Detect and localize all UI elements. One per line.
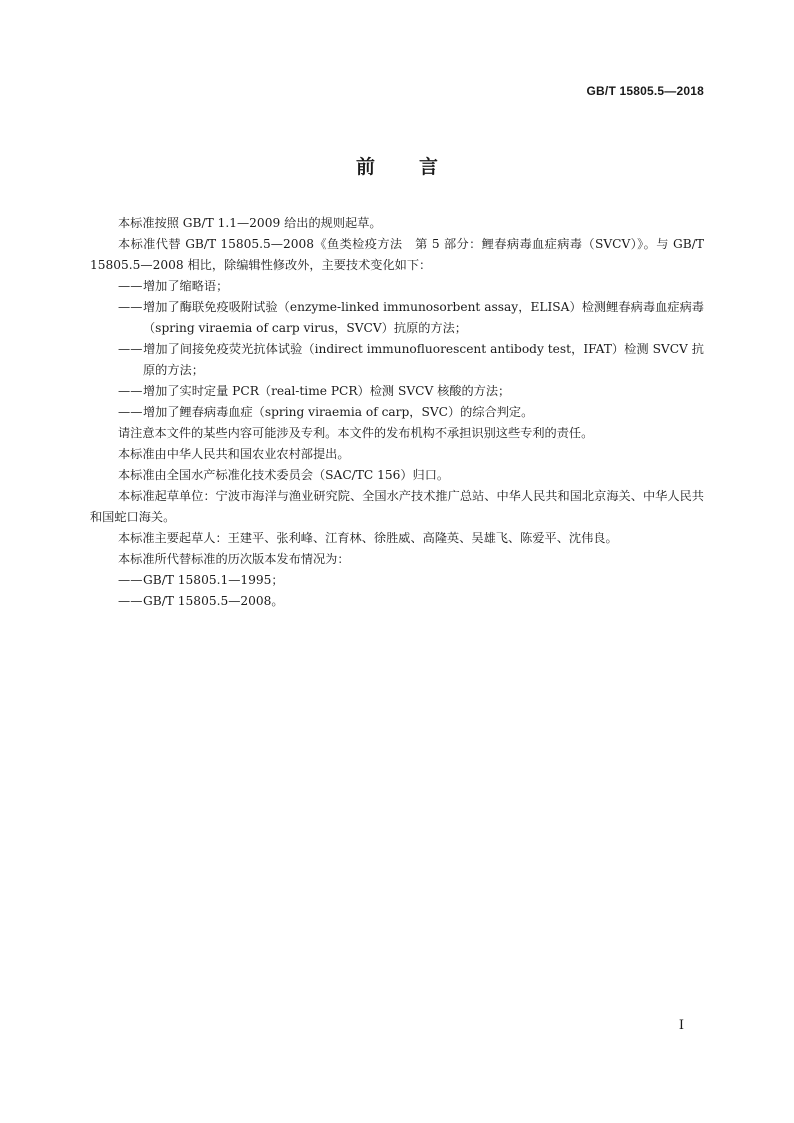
dash-marker: —— (118, 279, 143, 293)
paragraph-proposed-by: 本标准由中华人民共和国农业农村部提出。 (118, 447, 350, 461)
history-item-text: GB/T 15805.1—1995； (143, 573, 284, 587)
change-item (90, 402, 704, 423)
history-item (90, 591, 704, 612)
paragraph-replaces: 本标准代替 GB/T 15805.5—2008《鱼类检疫方法 第 5 部分：鲤春病毒血症病毒（SVCV）》。与 GB/T 15805.5—2008 相比，除编辑性修改外，主要技术变化如下： (90, 237, 704, 272)
page-title (0, 152, 794, 179)
change-item (90, 276, 704, 297)
paragraph-drafting-units: 本标准起草单位：宁波市海洋与渔业研究院、全国水产技术推广总站、中华人民共和国北京海关、中华人民共和国蛇口海关。 (90, 489, 704, 524)
change-item-text: 增加了鲤春病毒血症（spring viraemia of carp，SVC）的综合判定。 (143, 405, 534, 419)
page-number: I (678, 1018, 684, 1033)
change-item-text: 增加了酶联免疫吸附试验（enzyme-linked immunosorbent assay，ELISA）检测鲤春病毒血症病毒（spring viraemia of carp virus，SVCV）抗原的方法； (143, 300, 704, 335)
paragraph-drafters: 本标准主要起草人：王建平、张利峰、江育林、徐胜威、高隆英、吴雄飞、陈爱平、沈伟良。 (118, 531, 618, 545)
title-char-2: 言 (419, 156, 439, 178)
dash-marker: —— (118, 573, 143, 587)
paragraph-drafting-rules: 本标准按照 GB/T 1.1—2009 给出的规则起草。 (118, 216, 382, 230)
history-item (90, 570, 704, 591)
dash-marker: —— (118, 594, 143, 608)
change-item-text: 增加了缩略语； (143, 279, 229, 293)
foreword-body (90, 213, 704, 612)
paragraph-patent-notice: 请注意本文件的某些内容可能涉及专利。本文件的发布机构不承担识别这些专利的责任。 (118, 426, 594, 440)
dash-marker: —— (118, 384, 143, 398)
change-item (90, 339, 704, 381)
standard-code: GB/T 15805.5—2018 (586, 84, 704, 98)
dash-marker: —— (118, 300, 143, 314)
title-char-1: 前 (355, 156, 375, 178)
change-item (90, 297, 704, 339)
change-item (90, 381, 704, 402)
dash-marker: —— (118, 405, 143, 419)
paragraph-history-intro: 本标准所代替标准的历次版本发布情况为： (118, 552, 350, 566)
change-item-text: 增加了实时定量 PCR（real-time PCR）检测 SVCV 核酸的方法； (143, 384, 511, 398)
dash-marker: —— (118, 342, 143, 356)
change-item-text: 增加了间接免疫荧光抗体试验（indirect immunofluorescent antibody test，IFAT）检测 SVCV 抗原的方法； (143, 342, 704, 377)
paragraph-under-jurisdiction: 本标准由全国水产标准化技术委员会（SAC/TC 156）归口。 (118, 468, 450, 482)
history-item-text: GB/T 15805.5—2008。 (143, 594, 284, 608)
